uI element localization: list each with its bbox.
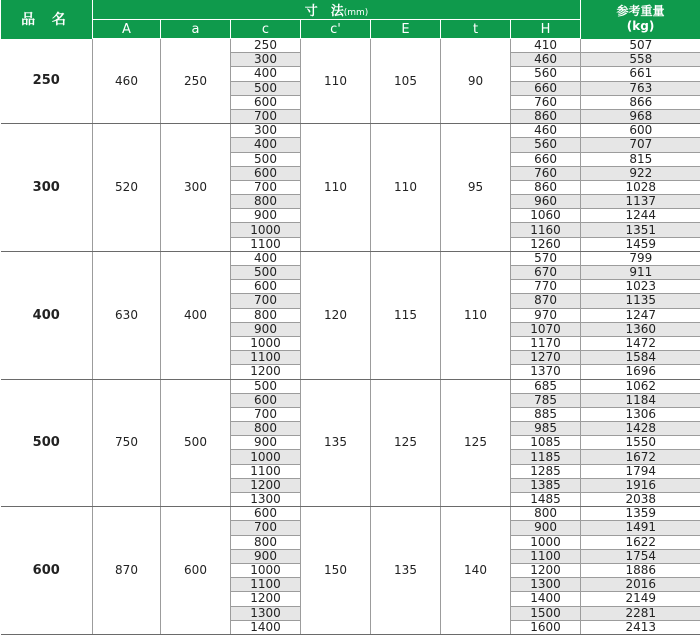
dim-H-cell: 1600: [511, 620, 581, 634]
product-name-cell: 500: [1, 379, 93, 507]
product-name-cell: 400: [1, 251, 93, 379]
dim-E-cell: 110: [371, 124, 441, 252]
dim-t-cell: 110: [441, 251, 511, 379]
weight-cell: 1886: [581, 563, 700, 577]
dim-c-cell: 600: [231, 280, 301, 294]
dim-H-cell: 1260: [511, 237, 581, 251]
weight-cell: 507: [581, 39, 700, 53]
dim-c-cell: 1100: [231, 237, 301, 251]
dim-c-cell: 600: [231, 95, 301, 109]
dim-c-cell: 500: [231, 81, 301, 95]
product-name-cell: 250: [1, 39, 93, 124]
dim-t-cell: 90: [441, 39, 511, 124]
dim-H-cell: 560: [511, 67, 581, 81]
dim-H-cell: 570: [511, 251, 581, 265]
dim-c-prime-cell: 135: [301, 379, 371, 507]
dim-c-cell: 500: [231, 152, 301, 166]
dim-H-cell: 885: [511, 407, 581, 421]
dim-H-cell: 785: [511, 393, 581, 407]
dim-H-cell: 1085: [511, 436, 581, 450]
column-header-A: A: [93, 20, 161, 39]
weight-cell: 799: [581, 251, 700, 265]
dim-H-cell: 860: [511, 180, 581, 194]
weight-cell: 866: [581, 95, 700, 109]
dim-t-cell: 125: [441, 379, 511, 507]
dim-H-cell: 670: [511, 266, 581, 280]
weight-cell: 2016: [581, 578, 700, 592]
dim-E-cell: 115: [371, 251, 441, 379]
column-header-a: a: [161, 20, 231, 39]
table-row: [1, 379, 700, 393]
dim-c-cell: 1200: [231, 365, 301, 379]
dim-c-cell: 1300: [231, 606, 301, 620]
dim-c-cell: 1100: [231, 464, 301, 478]
column-header-H: H: [511, 20, 581, 39]
weight-cell: 1622: [581, 535, 700, 549]
dim-H-cell: 1400: [511, 592, 581, 606]
dim-H-cell: 760: [511, 166, 581, 180]
dim-c-cell: 1200: [231, 478, 301, 492]
dim-c-cell: 800: [231, 422, 301, 436]
dim-c-cell: 800: [231, 535, 301, 549]
dim-c-cell: 300: [231, 53, 301, 67]
weight-cell: 1696: [581, 365, 700, 379]
dim-c-cell: 900: [231, 209, 301, 223]
weight-cell: 1244: [581, 209, 700, 223]
dim-c-cell: 400: [231, 67, 301, 81]
dim-c-cell: 1200: [231, 592, 301, 606]
dim-c-cell: 900: [231, 322, 301, 336]
product-name-cell: 600: [1, 507, 93, 635]
dim-H-cell: 1300: [511, 578, 581, 592]
dim-c-cell: 600: [231, 507, 301, 521]
weight-cell: 763: [581, 81, 700, 95]
dim-a-cell: 500: [161, 379, 231, 507]
weight-cell: 1023: [581, 280, 700, 294]
weight-header: [581, 0, 700, 39]
dim-c-cell: 500: [231, 266, 301, 280]
dim-H-cell: 800: [511, 507, 581, 521]
dim-c-cell: 1000: [231, 563, 301, 577]
weight-cell: 707: [581, 138, 700, 152]
weight-cell: 2281: [581, 606, 700, 620]
dim-H-cell: 900: [511, 521, 581, 535]
weight-cell: 1247: [581, 308, 700, 322]
dim-A-cell: 750: [93, 379, 161, 507]
dim-H-cell: 1185: [511, 450, 581, 464]
dim-E-cell: 125: [371, 379, 441, 507]
dim-H-cell: 1060: [511, 209, 581, 223]
weight-cell: 1459: [581, 237, 700, 251]
dim-H-cell: 985: [511, 422, 581, 436]
weight-cell: 911: [581, 266, 700, 280]
dim-H-cell: 660: [511, 152, 581, 166]
dim-H-cell: 1170: [511, 336, 581, 350]
dim-H-cell: 860: [511, 109, 581, 123]
dim-H-cell: 460: [511, 124, 581, 138]
product-name-header: 品 名: [1, 0, 93, 39]
dimensions-label: 寸 法: [304, 4, 344, 19]
dim-H-cell: 970: [511, 308, 581, 322]
dim-c-cell: 600: [231, 393, 301, 407]
weight-cell: 1062: [581, 379, 700, 393]
dim-H-cell: 1160: [511, 223, 581, 237]
dim-c-cell: 700: [231, 109, 301, 123]
dim-H-cell: 1100: [511, 549, 581, 563]
dim-t-cell: 95: [441, 124, 511, 252]
dim-c-cell: 500: [231, 379, 301, 393]
weight-cell: 1754: [581, 549, 700, 563]
dim-c-cell: 400: [231, 138, 301, 152]
weight-cell: 1184: [581, 393, 700, 407]
dim-H-cell: 960: [511, 195, 581, 209]
dimensions-header: [93, 0, 581, 20]
weight-cell: 1306: [581, 407, 700, 421]
dim-c-cell: 1100: [231, 578, 301, 592]
dim-H-cell: 760: [511, 95, 581, 109]
dim-c-cell: 900: [231, 549, 301, 563]
dim-a-cell: 250: [161, 39, 231, 124]
dim-E-cell: 135: [371, 507, 441, 635]
dim-a-cell: 300: [161, 124, 231, 252]
weight-cell: 815: [581, 152, 700, 166]
dim-H-cell: 1500: [511, 606, 581, 620]
dim-A-cell: 460: [93, 39, 161, 124]
table-row: [1, 251, 700, 265]
dim-c-cell: 1000: [231, 450, 301, 464]
weight-cell: 1359: [581, 507, 700, 521]
dim-c-cell: 600: [231, 166, 301, 180]
dim-c-cell: 250: [231, 39, 301, 53]
weight-cell: 1135: [581, 294, 700, 308]
dim-c-cell: 1300: [231, 493, 301, 507]
weight-cell: 1472: [581, 336, 700, 350]
column-header-c: c: [231, 20, 301, 39]
dimensions-unit: (mm): [343, 8, 369, 18]
dim-a-cell: 600: [161, 507, 231, 635]
dim-H-cell: 1200: [511, 563, 581, 577]
weight-cell: 1351: [581, 223, 700, 237]
dim-H-cell: 560: [511, 138, 581, 152]
weight-cell: 1584: [581, 351, 700, 365]
weight-cell: 1491: [581, 521, 700, 535]
dim-c-prime-cell: 120: [301, 251, 371, 379]
dim-t-cell: 140: [441, 507, 511, 635]
weight-cell: 1428: [581, 422, 700, 436]
table-header: [1, 0, 700, 39]
dim-c-cell: 800: [231, 308, 301, 322]
dim-H-cell: 1285: [511, 464, 581, 478]
dim-H-cell: 660: [511, 81, 581, 95]
weight-cell: 2038: [581, 493, 700, 507]
dim-H-cell: 1070: [511, 322, 581, 336]
weight-cell: 1672: [581, 450, 700, 464]
weight-cell: 1028: [581, 180, 700, 194]
dim-A-cell: 630: [93, 251, 161, 379]
column-header-t: t: [441, 20, 511, 39]
dim-c-cell: 700: [231, 407, 301, 421]
dim-A-cell: 870: [93, 507, 161, 635]
table-row: [1, 507, 700, 521]
dim-c-cell: 300: [231, 124, 301, 138]
dim-c-cell: 700: [231, 294, 301, 308]
dim-c-cell: 700: [231, 180, 301, 194]
dim-c-cell: 1400: [231, 620, 301, 634]
weight-cell: 1137: [581, 195, 700, 209]
dim-c-cell: 1100: [231, 351, 301, 365]
weight-cell: 922: [581, 166, 700, 180]
dim-H-cell: 1485: [511, 493, 581, 507]
weight-cell: 968: [581, 109, 700, 123]
dim-c-prime-cell: 150: [301, 507, 371, 635]
weight-cell: 1360: [581, 322, 700, 336]
dim-H-cell: 1000: [511, 535, 581, 549]
dim-E-cell: 105: [371, 39, 441, 124]
dim-H-cell: 870: [511, 294, 581, 308]
dim-c-cell: 1000: [231, 223, 301, 237]
dim-H-cell: 460: [511, 53, 581, 67]
dim-c-cell: 900: [231, 436, 301, 450]
dim-c-cell: 700: [231, 521, 301, 535]
dim-c-cell: 1000: [231, 336, 301, 350]
column-header-E: E: [371, 20, 441, 39]
dim-a-cell: 400: [161, 251, 231, 379]
dim-H-cell: 1385: [511, 478, 581, 492]
dim-c-prime-cell: 110: [301, 124, 371, 252]
weight-unit: (kg): [626, 19, 655, 34]
dim-H-cell: 685: [511, 379, 581, 393]
weight-cell: 2149: [581, 592, 700, 606]
dim-H-cell: 410: [511, 39, 581, 53]
dim-H-cell: 1270: [511, 351, 581, 365]
weight-cell: 2413: [581, 620, 700, 634]
dim-c-cell: 400: [231, 251, 301, 265]
dim-A-cell: 520: [93, 124, 161, 252]
dim-c-prime-cell: 110: [301, 39, 371, 124]
column-header-c-prime: c': [301, 20, 371, 39]
dim-H-cell: 770: [511, 280, 581, 294]
weight-cell: 600: [581, 124, 700, 138]
weight-cell: 1916: [581, 478, 700, 492]
weight-cell: 1550: [581, 436, 700, 450]
dim-c-cell: 800: [231, 195, 301, 209]
table-row: [1, 124, 700, 138]
dim-H-cell: 1370: [511, 365, 581, 379]
table-body: [1, 39, 700, 635]
product-name-cell: 300: [1, 124, 93, 252]
weight-cell: 558: [581, 53, 700, 67]
weight-cell: 661: [581, 67, 700, 81]
weight-cell: 1794: [581, 464, 700, 478]
table-row: [1, 39, 700, 53]
weight-label: 参考重量: [616, 4, 665, 19]
